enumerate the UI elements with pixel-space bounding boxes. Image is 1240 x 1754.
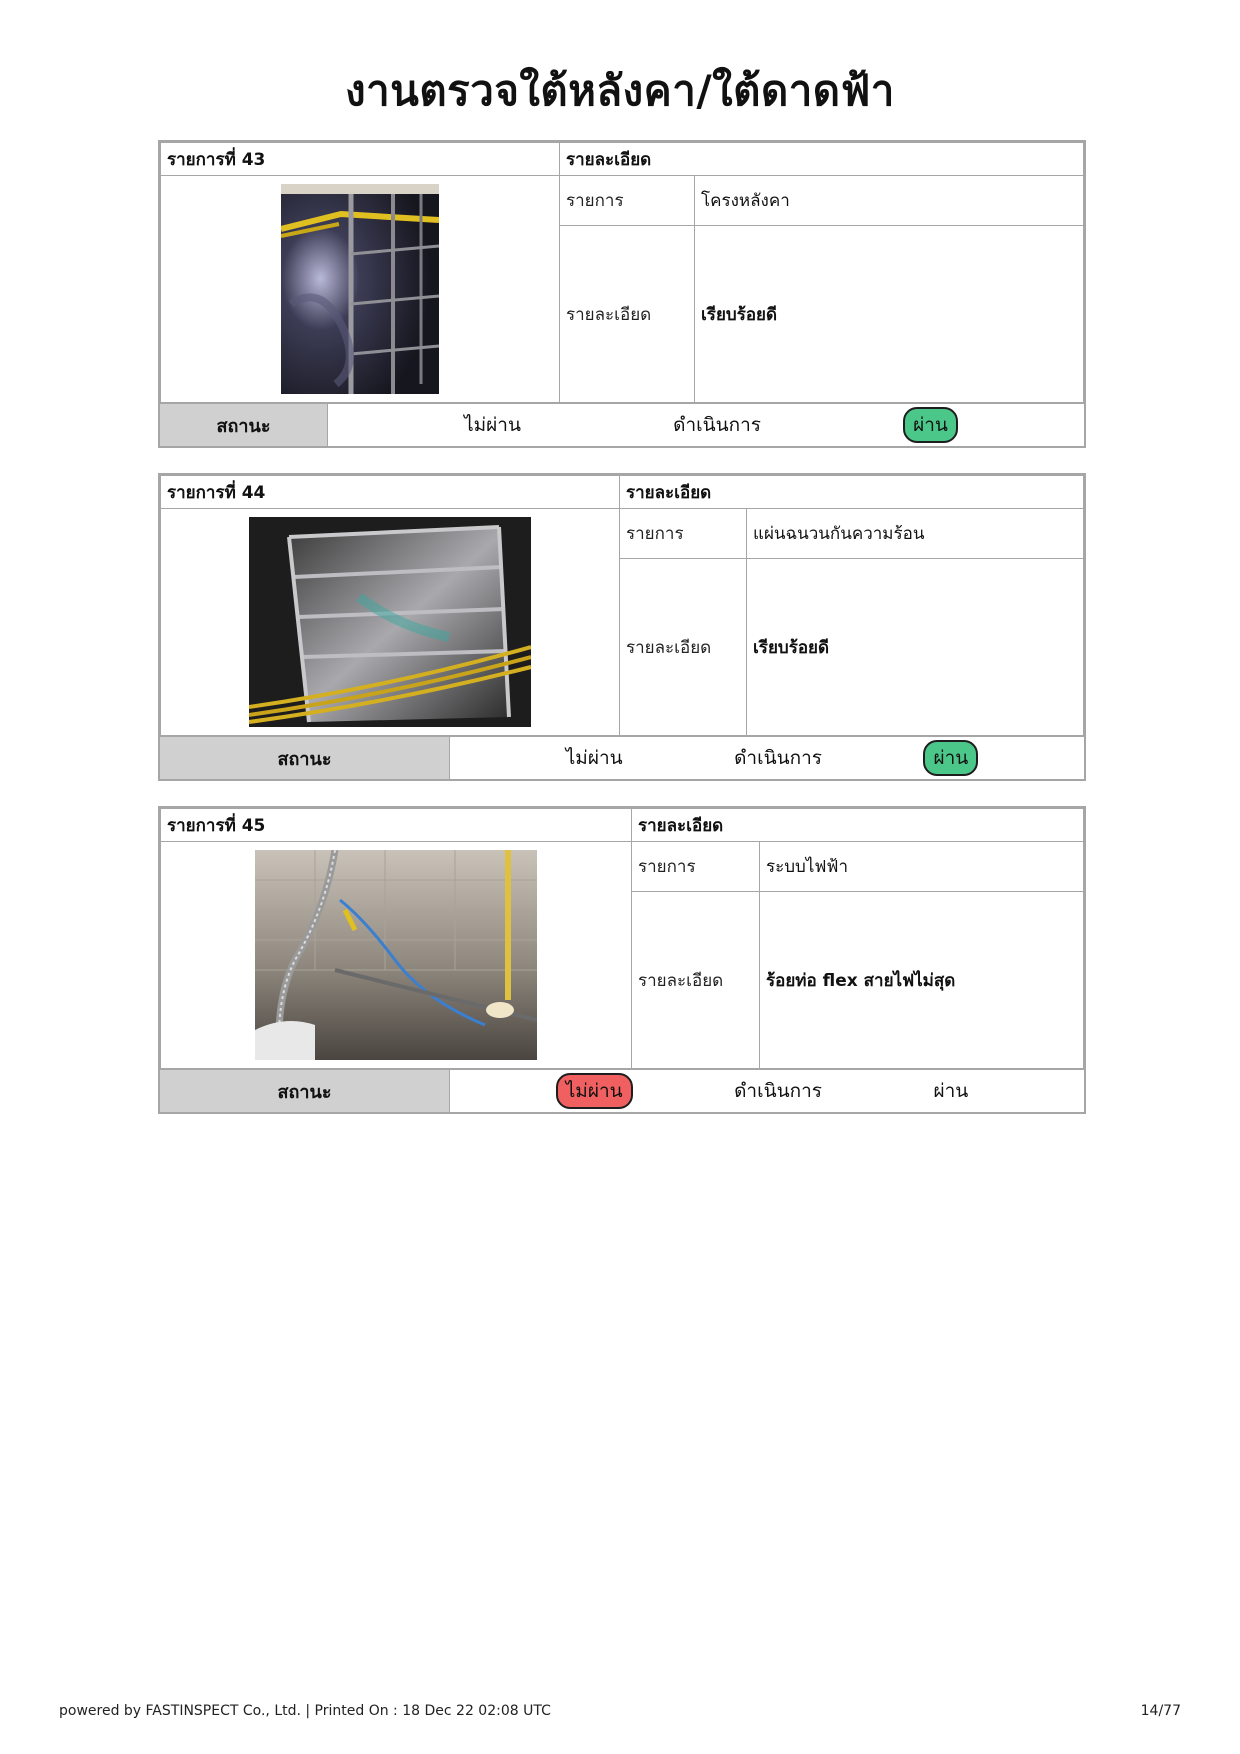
detail-label: รายละเอียด	[620, 559, 747, 736]
item-label: รายการ	[620, 509, 747, 559]
status-label: สถานะ	[160, 1070, 450, 1112]
detail-value: ร้อยท่อ flex สายไฟไม่สุด	[760, 892, 1084, 1069]
photo-cell	[161, 842, 632, 1069]
item-header: รายการที่ 44	[161, 476, 620, 509]
detail-header: รายละเอียด	[560, 143, 1084, 176]
item-value: แผ่นฉนวนกันความร้อน	[747, 509, 1084, 559]
status-in-progress-option[interactable]: ดำเนินการ	[734, 1080, 822, 1102]
status-pass-option[interactable]: ผ่าน	[933, 1080, 969, 1102]
status-fail-option[interactable]: ไม่ผ่าน	[556, 1073, 633, 1109]
status-options	[328, 404, 1084, 446]
status-options	[450, 1070, 1084, 1112]
status-fail-option[interactable]: ไม่ผ่าน	[565, 747, 623, 769]
detail-header: รายละเอียด	[620, 476, 1084, 509]
photo-cell	[161, 176, 560, 403]
page-number: 14/77	[1140, 1703, 1181, 1719]
inspection-card-44	[158, 473, 1086, 781]
detail-label: รายละเอียด	[632, 892, 760, 1069]
status-pass-option[interactable]: ผ่าน	[923, 740, 978, 776]
status-in-progress-option[interactable]: ดำเนินการ	[734, 747, 822, 769]
photo-cell	[161, 509, 620, 736]
detail-value: เรียบร้อยดี	[747, 559, 1084, 736]
inspection-card-43	[158, 140, 1086, 448]
item-header: รายการที่ 45	[161, 809, 632, 842]
status-options	[450, 737, 1084, 779]
status-row	[160, 736, 1084, 779]
item-label: รายการ	[632, 842, 760, 892]
item-value: ระบบไฟฟ้า	[760, 842, 1084, 892]
status-label: สถานะ	[160, 737, 450, 779]
item-header: รายการที่ 43	[161, 143, 560, 176]
insulation-sheet-photo	[249, 517, 531, 727]
electrical-conduit-photo	[255, 850, 537, 1060]
detail-label: รายละเอียด	[560, 226, 695, 403]
page-title: งานตรวจใต้หลังคา/ใต้ดาดฟ้า	[345, 66, 895, 115]
attic-frame-photo	[281, 184, 439, 394]
item-value: โครงหลังคา	[695, 176, 1084, 226]
detail-header: รายละเอียด	[632, 809, 1084, 842]
item-label: รายการ	[560, 176, 695, 226]
status-fail-option[interactable]: ไม่ผ่าน	[464, 414, 521, 436]
status-row	[160, 1069, 1084, 1112]
detail-value: เรียบร้อยดี	[695, 226, 1084, 403]
status-label: สถานะ	[160, 404, 328, 446]
status-pass-option[interactable]: ผ่าน	[903, 407, 958, 443]
inspection-card-45	[158, 806, 1086, 1114]
footer-printed-info: powered by FASTINSPECT Co., Ltd. | Printed On : 18 Dec 22 02:08 UTC	[59, 1703, 551, 1719]
status-in-progress-option[interactable]: ดำเนินการ	[673, 414, 761, 436]
status-row	[160, 403, 1084, 446]
